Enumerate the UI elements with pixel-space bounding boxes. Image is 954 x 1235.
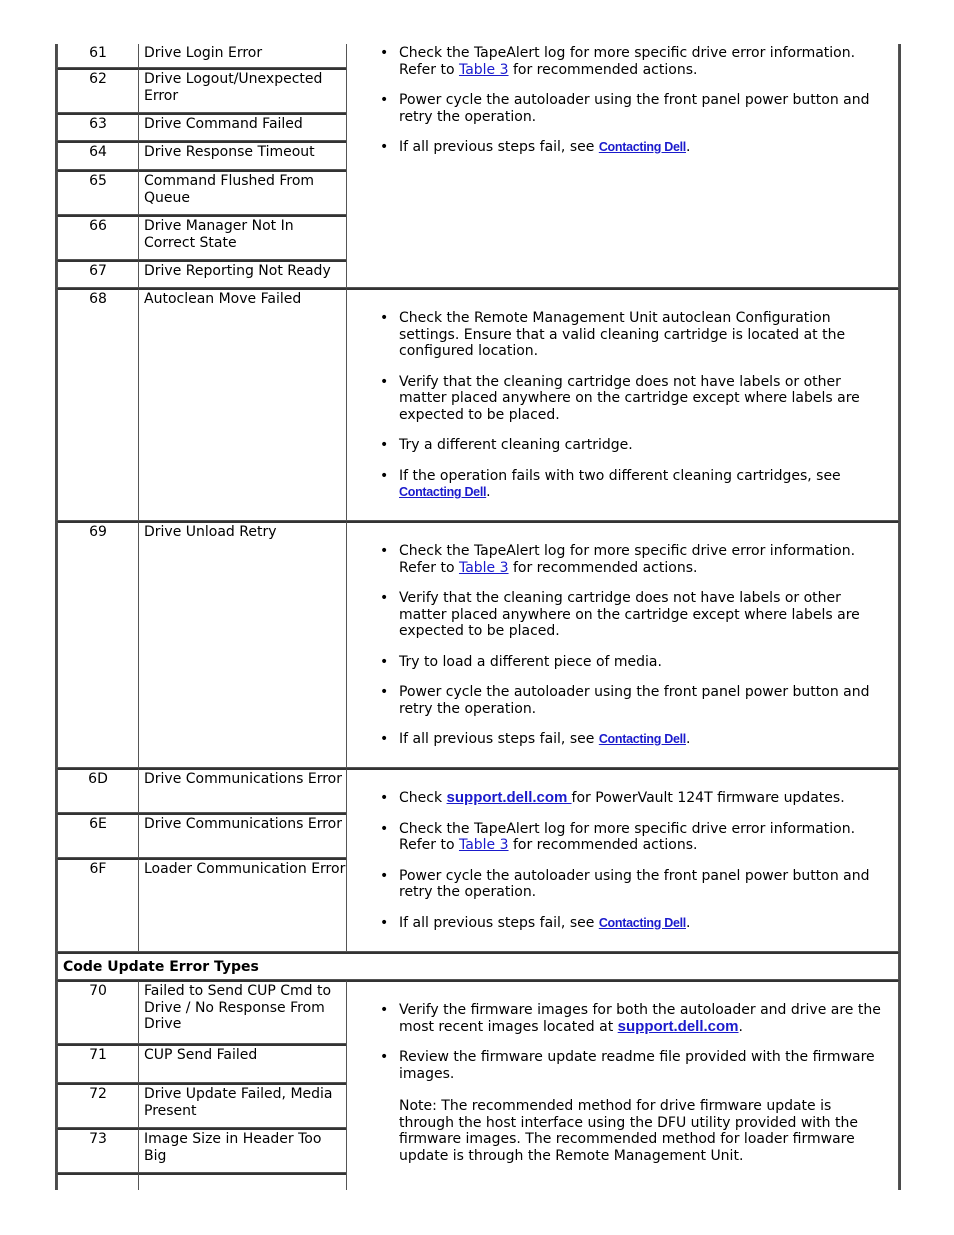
code-62: 62 bbox=[57, 68, 139, 113]
name-6f: Loader Communication Error bbox=[138, 858, 347, 952]
name-72: Drive Update Failed, Media Present bbox=[138, 1083, 347, 1128]
action-item: • Check the TapeAlert log for more specific drive error information. Refer to Table 3 for recommended actions. bbox=[347, 543, 898, 576]
table-3-link[interactable]: Table 3 bbox=[458, 559, 509, 576]
name-66: Drive Manager Not In Correct State bbox=[138, 215, 347, 260]
action-item: • If all previous steps fail, see Contacting Dell. bbox=[347, 915, 898, 932]
code-69: 69 bbox=[57, 521, 139, 768]
name-71: CUP Send Failed bbox=[138, 1044, 347, 1083]
code-next bbox=[57, 1173, 139, 1190]
table-3-link[interactable]: Table 3 bbox=[458, 837, 509, 853]
action-item: • Try to load a different piece of media. bbox=[347, 654, 898, 671]
name-69: Drive Unload Retry bbox=[138, 521, 347, 768]
action-item: • If all previous steps fail, see Contacting Dell. bbox=[347, 139, 898, 156]
name-62: Drive Logout/Unexpected Error bbox=[138, 68, 347, 113]
contacting-dell-link[interactable]: Contacting Dell bbox=[399, 485, 487, 499]
table-3-link[interactable]: Table 3 bbox=[458, 61, 509, 78]
code-61: 61 bbox=[57, 44, 139, 68]
name-70: Failed to Send CUP Cmd to Drive / No Response From Drive bbox=[138, 980, 347, 1044]
action-item: • Check the TapeAlert log for more specific drive error information. Refer to Table 3 for recommended actions. bbox=[347, 45, 898, 78]
contacting-dell-link[interactable]: Contacting Dell bbox=[598, 915, 686, 930]
action-item: • Try a different cleaning cartridge. bbox=[347, 437, 898, 454]
error-table bbox=[55, 44, 901, 1190]
actions-group-70-73 bbox=[346, 980, 899, 1190]
code-63: 63 bbox=[57, 113, 139, 141]
name-next bbox=[138, 1173, 347, 1190]
name-67: Drive Reporting Not Ready bbox=[138, 260, 347, 288]
code-73: 73 bbox=[57, 1128, 139, 1173]
actions-group-68 bbox=[346, 288, 899, 521]
action-item: • Check the Remote Management Unit autoclean Configuration settings. Ensure that a valid cleaning cartridge is located at the configured location. bbox=[347, 310, 898, 360]
support-dell-link[interactable]: support.dell.com bbox=[446, 789, 572, 806]
action-item: • Check support.dell.com for PowerVault 124T firmware updates. bbox=[347, 790, 898, 807]
code-66: 66 bbox=[57, 215, 139, 260]
action-item: • Verify that the cleaning cartridge does not have labels or other matter placed anywhere on the cartridge except where labels are expected to be placed. bbox=[347, 374, 898, 424]
code-72: 72 bbox=[57, 1083, 139, 1128]
code-65: 65 bbox=[57, 170, 139, 215]
code-6d: 6D bbox=[57, 768, 139, 813]
code-68: 68 bbox=[57, 288, 139, 521]
action-item: • Power cycle the autoloader using the front panel power button and retry the operation. bbox=[347, 868, 898, 901]
actions-group-61-67 bbox=[346, 44, 899, 288]
action-item: • If all previous steps fail, see Contacting Dell. bbox=[347, 731, 898, 748]
code-67: 67 bbox=[57, 260, 139, 288]
action-item: • Check the TapeAlert log for more specific drive error information. Refer to Table 3 for recommended actions. bbox=[347, 821, 898, 854]
action-item: • Verify that the cleaning cartridge does not have labels or other matter placed anywhere on the cartridge except where labels are expected to be placed. bbox=[347, 590, 898, 640]
contacting-dell-link[interactable]: Contacting Dell bbox=[598, 732, 686, 746]
note-text: Note: The recommended method for drive firmware update is through the host interface using the DFU utility provided with the firmware images. The recommended method for loader firmware update is through the Remote Management Unit. bbox=[399, 1098, 858, 1164]
name-73: Image Size in Header Too Big bbox=[138, 1128, 347, 1173]
code-64: 64 bbox=[57, 141, 139, 170]
actions-group-6d-6f bbox=[346, 768, 899, 952]
section-header: Code Update Error Types bbox=[57, 952, 899, 980]
name-6e: Drive Communications Error bbox=[138, 813, 347, 858]
code-6e: 6E bbox=[57, 813, 139, 858]
name-65: Command Flushed From Queue bbox=[138, 170, 347, 215]
action-item: • Review the firmware update readme file provided with the firmware images. bbox=[347, 1049, 898, 1082]
action-item: • Power cycle the autoloader using the front panel power button and retry the operation. bbox=[347, 684, 898, 717]
code-71: 71 bbox=[57, 1044, 139, 1083]
name-68: Autoclean Move Failed bbox=[138, 288, 347, 521]
name-61: Drive Login Error bbox=[138, 44, 347, 68]
name-6d: Drive Communications Error bbox=[138, 768, 347, 813]
actions-group-69 bbox=[346, 521, 899, 768]
code-70: 70 bbox=[57, 980, 139, 1044]
action-item: • If the operation fails with two different cleaning cartridges, see Contacting Dell. bbox=[347, 468, 898, 501]
name-63: Drive Command Failed bbox=[138, 113, 347, 141]
action-item: • Power cycle the autoloader using the front panel power button and retry the operation. bbox=[347, 92, 898, 125]
support-dell-link[interactable]: support.dell.com bbox=[617, 1017, 739, 1035]
name-64: Drive Response Timeout bbox=[138, 141, 347, 170]
action-item: • Verify the firmware images for both the autoloader and drive are the most recent images located at support.dell.com. bbox=[347, 1002, 898, 1035]
code-6f: 6F bbox=[57, 858, 139, 952]
contacting-dell-link[interactable]: Contacting Dell bbox=[598, 140, 686, 154]
